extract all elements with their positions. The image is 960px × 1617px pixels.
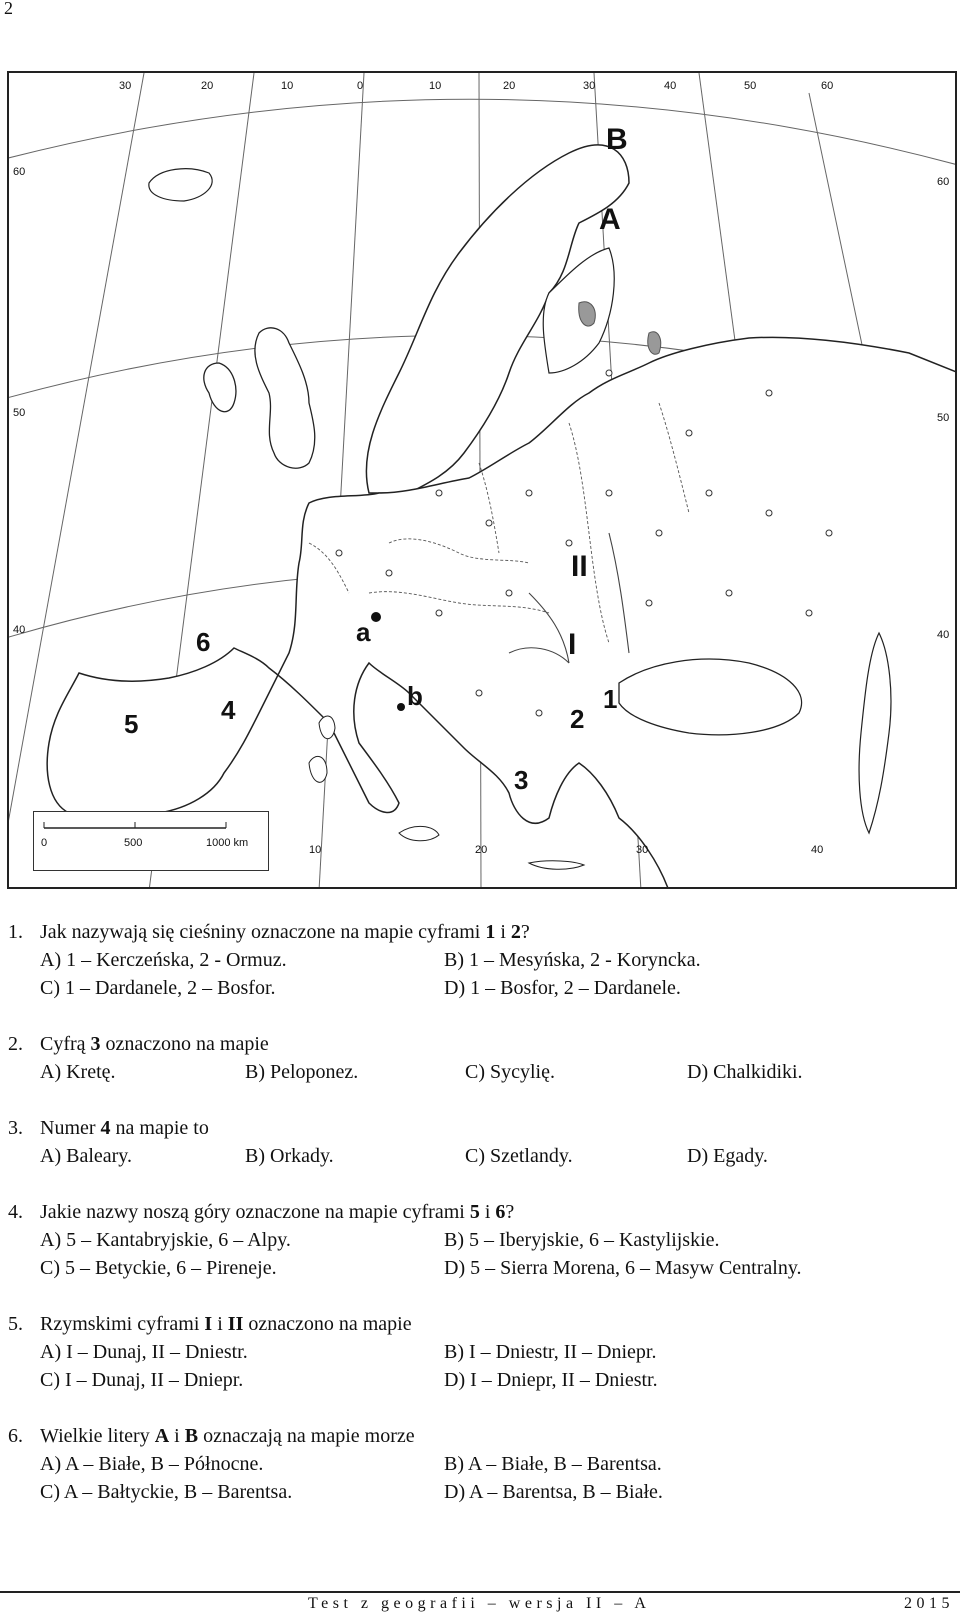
bottom-degree-label: 10	[309, 844, 322, 856]
map-label-I: I	[568, 628, 577, 661]
answer-option-D[interactable]: D) 1 – Bosfor, 2 – Dardanele.	[444, 977, 681, 999]
top-degree-label: 10	[429, 80, 442, 92]
top-degree-label: 30	[583, 80, 596, 92]
map-label-a: a	[356, 617, 371, 647]
question-6	[8, 1422, 948, 1506]
answer-option-D[interactable]: D) Egady.	[687, 1145, 768, 1167]
question-stem: Wielkie litery A i B oznaczają na mapie morze	[40, 1425, 415, 1447]
page-footer	[0, 1591, 960, 1615]
answer-option-C[interactable]: C) I – Dunaj, II – Dniepr.	[40, 1369, 244, 1391]
question-2	[8, 1030, 948, 1086]
scale-bar	[33, 811, 269, 871]
top-degree-label: 60	[821, 80, 834, 92]
answer-option-C[interactable]: C) A – Bałtyckie, B – Barentsa.	[40, 1481, 293, 1503]
europe-map	[7, 71, 957, 889]
map-label-1: 1	[603, 684, 618, 714]
right-degree-label: 60	[937, 176, 950, 188]
question-number: 2.	[8, 1033, 23, 1055]
bottom-degree-label: 40	[811, 844, 824, 856]
map-label-3: 3	[514, 765, 529, 795]
scale-mid-label: 500	[124, 837, 143, 849]
map-label-5: 5	[124, 709, 139, 739]
left-degree-label: 60	[13, 166, 26, 178]
question-stem: Jakie nazwy noszą góry oznaczone na mapie cyframi 5 i 6?	[40, 1201, 515, 1223]
answer-option-C[interactable]: C) Szetlandy.	[465, 1145, 573, 1167]
question-stem: Cyfrą 3 oznaczono na mapie	[40, 1033, 269, 1055]
question-4	[8, 1198, 948, 1282]
map-label-b: b	[407, 681, 423, 711]
page-number: 2	[4, 0, 13, 18]
question-number: 4.	[8, 1201, 23, 1223]
map-label-A: A	[599, 203, 621, 236]
top-degree-label: 30	[119, 80, 132, 92]
question-3	[8, 1114, 948, 1170]
answer-option-A[interactable]: A) Kretę.	[40, 1061, 116, 1083]
top-degree-label: 50	[744, 80, 757, 92]
top-degree-label: 0	[357, 80, 364, 92]
question-1	[8, 918, 948, 1002]
answer-option-A[interactable]: A) A – Białe, B – Północne.	[40, 1453, 264, 1475]
answer-option-B[interactable]: B) A – Białe, B – Barentsa.	[444, 1453, 662, 1475]
answer-option-B[interactable]: B) Orkady.	[245, 1145, 334, 1167]
answer-option-B[interactable]: B) 5 – Iberyjskie, 6 – Kastylijskie.	[444, 1229, 720, 1251]
footer-title: Test z geografii – wersja II – A	[308, 1595, 651, 1612]
right-degree-label: 50	[937, 412, 950, 424]
question-stem: Numer 4 na mapie to	[40, 1117, 209, 1139]
map-label-B: B	[606, 123, 628, 156]
scale-zero-label: 0	[41, 837, 48, 849]
answer-option-D[interactable]: D) I – Dniepr, II – Dniestr.	[444, 1369, 658, 1391]
left-degree-label: 50	[13, 407, 26, 419]
top-degree-label: 20	[201, 80, 214, 92]
map-label-2: 2	[570, 704, 585, 734]
question-number: 3.	[8, 1117, 23, 1139]
answer-option-D[interactable]: D) 5 – Sierra Morena, 6 – Masyw Centralny.	[444, 1257, 802, 1279]
answer-option-B[interactable]: B) I – Dniestr, II – Dniepr.	[444, 1341, 657, 1363]
scale-end-label: 1000 km	[206, 837, 249, 849]
footer-year: 2015	[904, 1595, 954, 1612]
map-label-6: 6	[196, 627, 211, 657]
top-degree-label: 20	[503, 80, 516, 92]
question-number: 1.	[8, 921, 23, 943]
question-5	[8, 1310, 948, 1394]
answer-option-C[interactable]: C) 1 – Dardanele, 2 – Bosfor.	[40, 977, 276, 999]
answer-option-B[interactable]: B) Peloponez.	[245, 1061, 359, 1083]
map-label-4: 4	[221, 695, 236, 725]
answer-option-A[interactable]: A) 1 – Kerczeńska, 2 - Ormuz.	[40, 949, 287, 971]
answer-option-D[interactable]: D) Chalkidiki.	[687, 1061, 803, 1083]
bottom-degree-label: 20	[475, 844, 488, 856]
answer-option-C[interactable]: C) 5 – Betyckie, 6 – Pireneje.	[40, 1257, 277, 1279]
top-degree-label: 40	[664, 80, 677, 92]
answer-option-D[interactable]: D) A – Barentsa, B – Białe.	[444, 1481, 663, 1503]
answer-option-A[interactable]: A) I – Dunaj, II – Dniestr.	[40, 1341, 248, 1363]
answer-option-B[interactable]: B) 1 – Mesyńska, 2 - Koryncka.	[444, 949, 701, 971]
bottom-degree-label: 30	[636, 844, 649, 856]
map-drawing	[9, 73, 957, 889]
question-number: 6.	[8, 1425, 23, 1447]
left-degree-label: 40	[13, 624, 26, 636]
top-degree-label: 10	[281, 80, 294, 92]
question-stem: Jak nazywają się cieśniny oznaczone na mapie cyframi 1 i 2?	[40, 921, 530, 943]
answer-option-A[interactable]: A) Baleary.	[40, 1145, 132, 1167]
map-label-II: II	[571, 550, 588, 583]
answer-option-C[interactable]: C) Sycylię.	[465, 1061, 555, 1083]
right-degree-label: 40	[937, 629, 950, 641]
question-stem: Rzymskimi cyframi I i II oznaczono na mapie	[40, 1313, 412, 1335]
question-list	[8, 918, 948, 1534]
question-number: 5.	[8, 1313, 23, 1335]
answer-option-A[interactable]: A) 5 – Kantabryjskie, 6 – Alpy.	[40, 1229, 291, 1251]
